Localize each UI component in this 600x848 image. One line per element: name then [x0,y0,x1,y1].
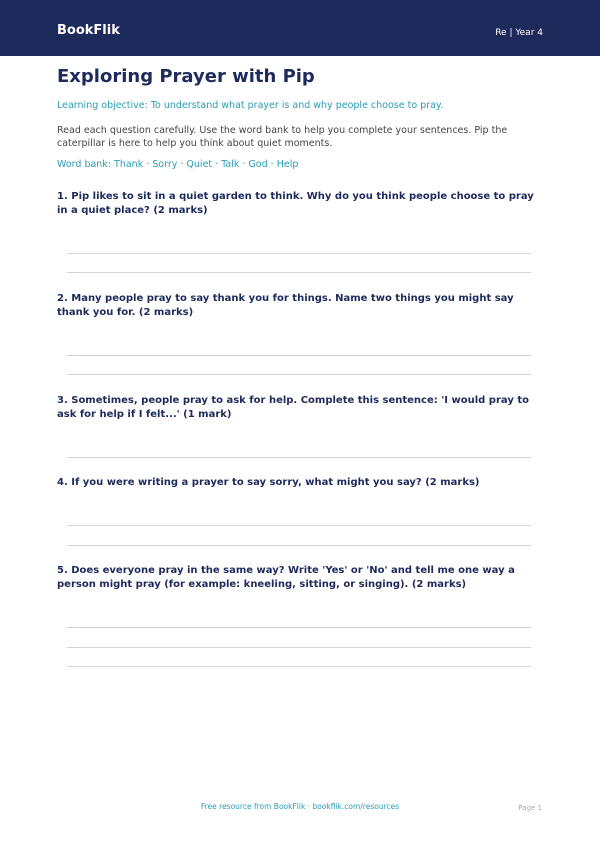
instructions: Read each question carefully. Use the word bank to help you complete your sentences. Pip the caterpillar is here to help you think about quiet moments. [57,125,508,149]
question-4: 4. If you were writing a prayer to say sorry, what might you say? (2 marks) [57,477,480,488]
answer-line[interactable] [67,374,531,375]
question-2: 2. Many people pray to say thank you for things. Name two things you might say thank you for. (2 marks) [57,293,514,318]
answer-line[interactable] [67,627,531,628]
answer-line[interactable] [67,253,531,254]
answer-line[interactable] [67,457,531,458]
page-header [0,0,600,56]
answer-line[interactable] [67,355,531,356]
learning-objective: Learning objective: To understand what prayer is and why people choose to pray. [57,100,444,111]
answer-line[interactable] [67,666,531,667]
answer-line[interactable] [67,647,531,648]
answer-line[interactable] [67,272,531,273]
answer-line[interactable] [67,525,531,526]
question-5: 5. Does everyone pray in the same way? Write 'Yes' or 'No' and tell me one way a person might pray (for example: kneeling, sitting, or singing). (2 marks) [57,565,515,590]
footer-credit: Free resource from BookFlik · bookflik.com/resources [200,802,400,811]
subject-year-label: Re | Year 4 [495,28,543,38]
answer-line[interactable] [67,545,531,546]
question-1: 1. Pip likes to sit in a quiet garden to think. Why do you think people choose to pray in a quiet place? (2 marks) [57,191,534,216]
word-bank: Word bank: Thank · Sorry · Quiet · Talk · God · Help [57,159,299,170]
brand-name: BookFlik [57,23,120,38]
worksheet-title: Exploring Prayer with Pip [57,66,315,87]
question-3: 3. Sometimes, people pray to ask for help. Complete this sentence: 'I would pray to ask for help if I felt...' (1 mark) [57,395,529,420]
page-number: Page 1 [518,804,542,812]
